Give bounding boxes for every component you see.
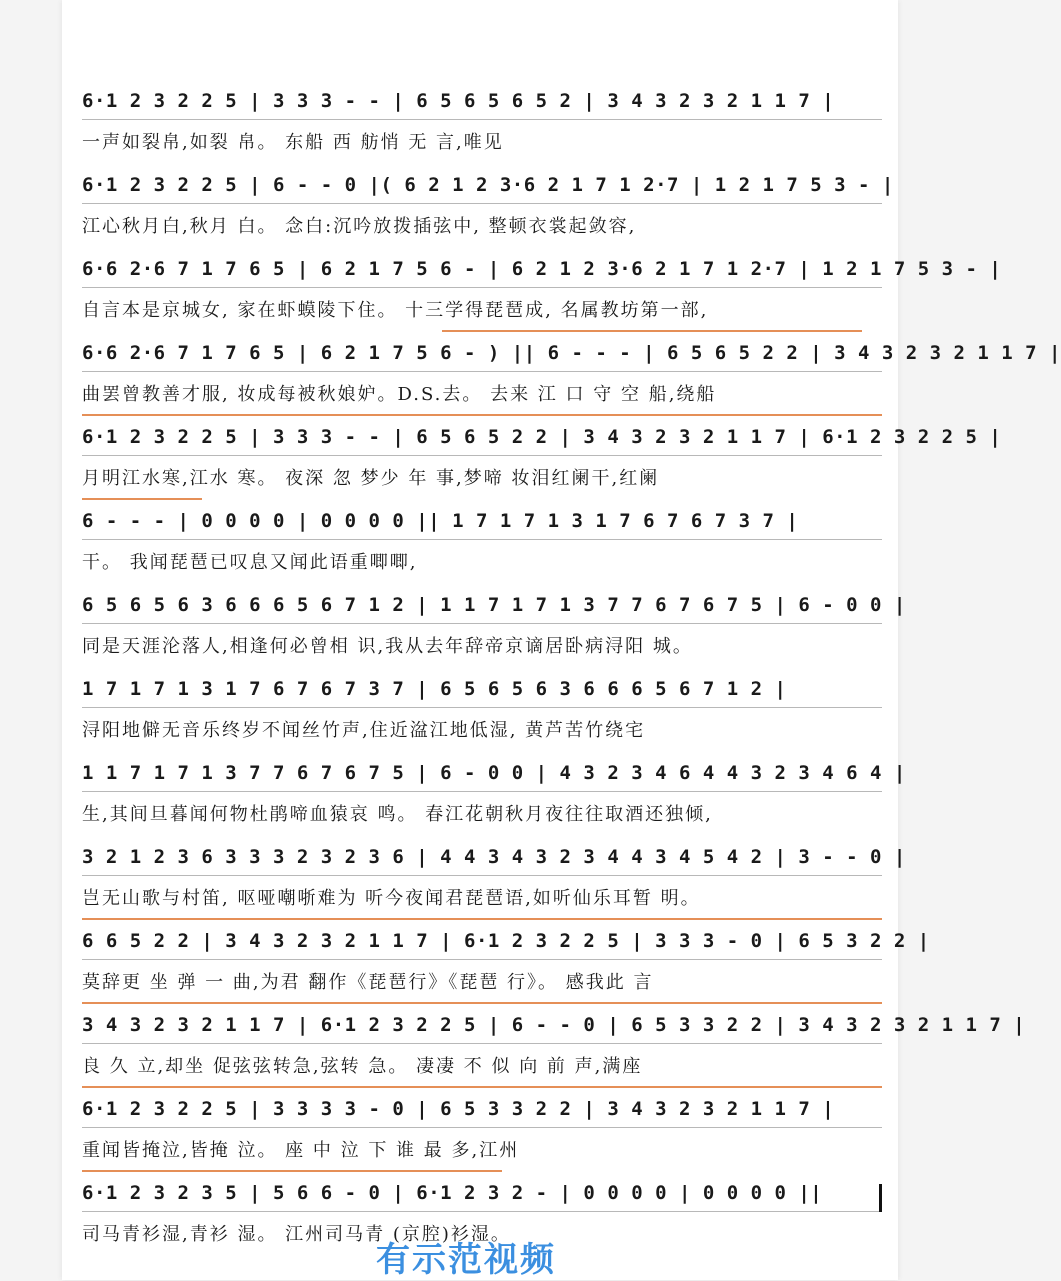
lyrics-row: 生,其间旦暮闻何物杜鹃啼血猿哀 鸣。 春江花朝秋月夜往往取酒还独倾,: [82, 804, 713, 825]
lyrics-row: 一声如裂帛,如裂 帛。 东船 西 舫悄 无 言,唯见: [82, 132, 504, 153]
notation-row: 3 4 3 2 3 2 1 1 7 | 6·1 2 3 2 2 5 | 6 - - 0 | 6 5 3 3 2 2 | 3 4 3 2 3 2 1 1 7 |: [82, 1014, 882, 1048]
lyrics-row: 月明江水寒,江水 寒。 夜深 忽 梦少 年 事,梦啼 妆泪红阑干,红阑: [82, 468, 660, 489]
lyrics-row: 莫辞更 坐 弹 一 曲,为君 翻作《琵琶行》《琵琶 行》。 感我此 言: [82, 972, 654, 993]
notation-row: 6 6 5 2 2 | 3 4 3 2 3 2 1 1 7 | 6·1 2 3 2 2 5 | 3 3 3 - 0 | 6 5 3 2 2 |: [82, 930, 882, 964]
notation-row: 6·1 2 3 2 3 5 | 5 6 6 - 0 | 6·1 2 3 2 - | 0 0 0 0 | 0 0 0 0 ||: [82, 1182, 882, 1216]
notation-row: 6·1 2 3 2 2 5 | 3 3 3 3 - 0 | 6 5 3 3 2 2 | 3 4 3 2 3 2 1 1 7 |: [82, 1098, 882, 1132]
notation-row: 6 - - - | 0 0 0 0 | 0 0 0 0 || 1 7 1 7 1 3 1 7 6 7 6 7 3 7 |: [82, 510, 882, 544]
lyrics-row: 浔阳地僻无音乐终岁不闻丝竹声,住近湓江地低湿, 黄芦苦竹绕宅: [82, 720, 646, 741]
notation-row: 1 1 7 1 7 1 3 7 7 6 7 6 7 5 | 6 - 0 0 | 4 3 2 3 4 6 4 4 3 2 3 4 6 4 |: [82, 762, 882, 796]
lyrics-row: 同是天涯沦落人,相逢何必曾相 识,我从去年辞帝京谪居卧病浔阳 城。: [82, 636, 693, 657]
final-barline: [879, 1184, 882, 1212]
notation-row: 6·1 2 3 2 2 5 | 6 - - 0 |( 6 2 1 2 3·6 2 1 7 1 2·7 | 1 2 1 7 5 3 - |: [82, 174, 882, 208]
notation-row: 6·6 2·6 7 1 7 6 5 | 6 2 1 7 5 6 - | 6 2 1 2 3·6 2 1 7 1 2·7 | 1 2 1 7 5 3 - |: [82, 258, 882, 292]
watermark-caption: 有示范视频: [376, 1240, 556, 1280]
lyrics-row: 司马青衫湿,青衫 湿。 江州司马青 (京腔)衫湿。: [82, 1224, 511, 1245]
notation-row: 3 2 1 2 3 6 3 3 3 2 3 2 3 6 | 4 4 3 4 3 2 3 4 4 3 4 5 4 2 | 3 - - 0 |: [82, 846, 882, 880]
notation-row: 1 7 1 7 1 3 1 7 6 7 6 7 3 7 | 6 5 6 5 6 3 6 6 6 5 6 7 1 2 |: [82, 678, 882, 712]
lyrics-row: 岂无山歌与村笛, 呕哑嘲哳难为 听今夜闻君琵琶语,如听仙乐耳暂 明。: [82, 888, 701, 909]
lyrics-row: 重闻皆掩泣,皆掩 泣。 座 中 泣 下 谁 最 多,江州: [82, 1140, 520, 1161]
notation-row: 6·6 2·6 7 1 7 6 5 | 6 2 1 7 5 6 - ) || 6 - - - | 6 5 6 5 2 2 | 3 4 3 2 3 2 1 1 7 |: [82, 342, 882, 376]
notation-row: 6 5 6 5 6 3 6 6 6 5 6 7 1 2 | 1 1 7 1 7 1 3 7 7 6 7 6 7 5 | 6 - 0 0 |: [82, 594, 882, 628]
lyrics-row: 良 久 立,却坐 促弦弦转急,弦转 急。 凄凄 不 似 向 前 声,满座: [82, 1056, 643, 1077]
notation-row: 6·1 2 3 2 2 5 | 3 3 3 - - | 6 5 6 5 6 5 2 | 3 4 3 2 3 2 1 1 7 |: [82, 90, 882, 124]
lyrics-row: 自言本是京城女, 家在虾蟆陵下住。 十三学得琵琶成, 名属教坊第一部,: [82, 300, 709, 321]
notation-row: 6·1 2 3 2 2 5 | 3 3 3 - - | 6 5 6 5 2 2 | 3 4 3 2 3 2 1 1 7 | 6·1 2 3 2 2 5 |: [82, 426, 882, 460]
lyrics-row: 曲罢曾教善才服, 妆成每被秋娘妒。D.S.去。 去来 江 口 守 空 船,绕船: [82, 384, 717, 405]
lyrics-row: 干。 我闻琵琶已叹息又闻此语重唧唧,: [82, 552, 418, 573]
lyrics-row: 江心秋月白,秋月 白。 念白:沉吟放拨插弦中, 整顿衣裳起敛容,: [82, 216, 637, 237]
